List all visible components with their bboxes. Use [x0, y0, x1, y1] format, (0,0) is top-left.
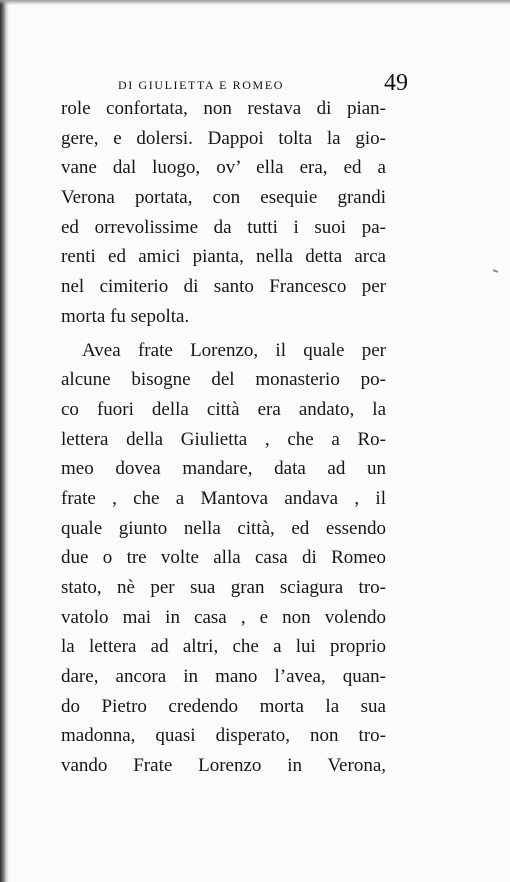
- text-line: due o tre volte alla casa di Romeo: [61, 547, 386, 569]
- text-line: morta fu sepolta.: [61, 305, 190, 327]
- page-number: 49: [384, 70, 408, 96]
- text-line: la lettera ad altri, che a lui proprio: [61, 636, 386, 658]
- text-line: gere, e dolersi. Dappoi tolta la gio-: [61, 127, 386, 149]
- text-line: vane dal luogo, ov’ ella era, ed a: [61, 157, 386, 179]
- text-line: renti ed amici pianta, nella detta arca: [61, 246, 386, 268]
- text-line: meo dovea mandare, data ad un: [61, 458, 386, 480]
- text-line: ed orrevolissime da tutti i suoi pa-: [61, 216, 386, 238]
- text-line: co fuori della città era andato, la: [61, 398, 386, 420]
- text-line: alcune bisogne del monasterio po-: [61, 369, 386, 391]
- text-line: stato, nè per sua gran sciagura tro-: [61, 577, 386, 598]
- text-line: vatolo mai in casa , e non volendo: [61, 606, 386, 628]
- text-line: role confortata, non restava di pian-: [61, 98, 386, 119]
- text-line: frate , che a Mantova andava , il: [61, 487, 386, 509]
- paragraph-2: [61, 336, 386, 781]
- page-binding-edge: [0, 0, 9, 882]
- text-line: Avea frate Lorenzo, il quale per: [82, 339, 386, 361]
- running-head: DI GIULIETTA E ROMEO: [118, 78, 285, 92]
- paragraph-1: [61, 94, 386, 332]
- body-text: [61, 94, 386, 781]
- page-top-edge: [0, 0, 510, 5]
- text-line: madonna, quasi disperato, non tro-: [61, 725, 386, 747]
- text-line: lettera della Giulietta , che a Ro-: [61, 428, 386, 450]
- text-line: do Pietro credendo morta la sua: [61, 695, 386, 717]
- text-line: nel cimiterio di santo Francesco per: [61, 276, 386, 298]
- text-line: Verona portata, con esequie grandi: [61, 187, 386, 209]
- text-line: quale giunto nella città, ed essendo: [61, 517, 386, 539]
- paper-speck: [493, 269, 498, 273]
- text-line: vando Frate Lorenzo in Verona,: [61, 755, 386, 777]
- text-line: dare, ancora in mano l’avea, quan-: [61, 666, 386, 688]
